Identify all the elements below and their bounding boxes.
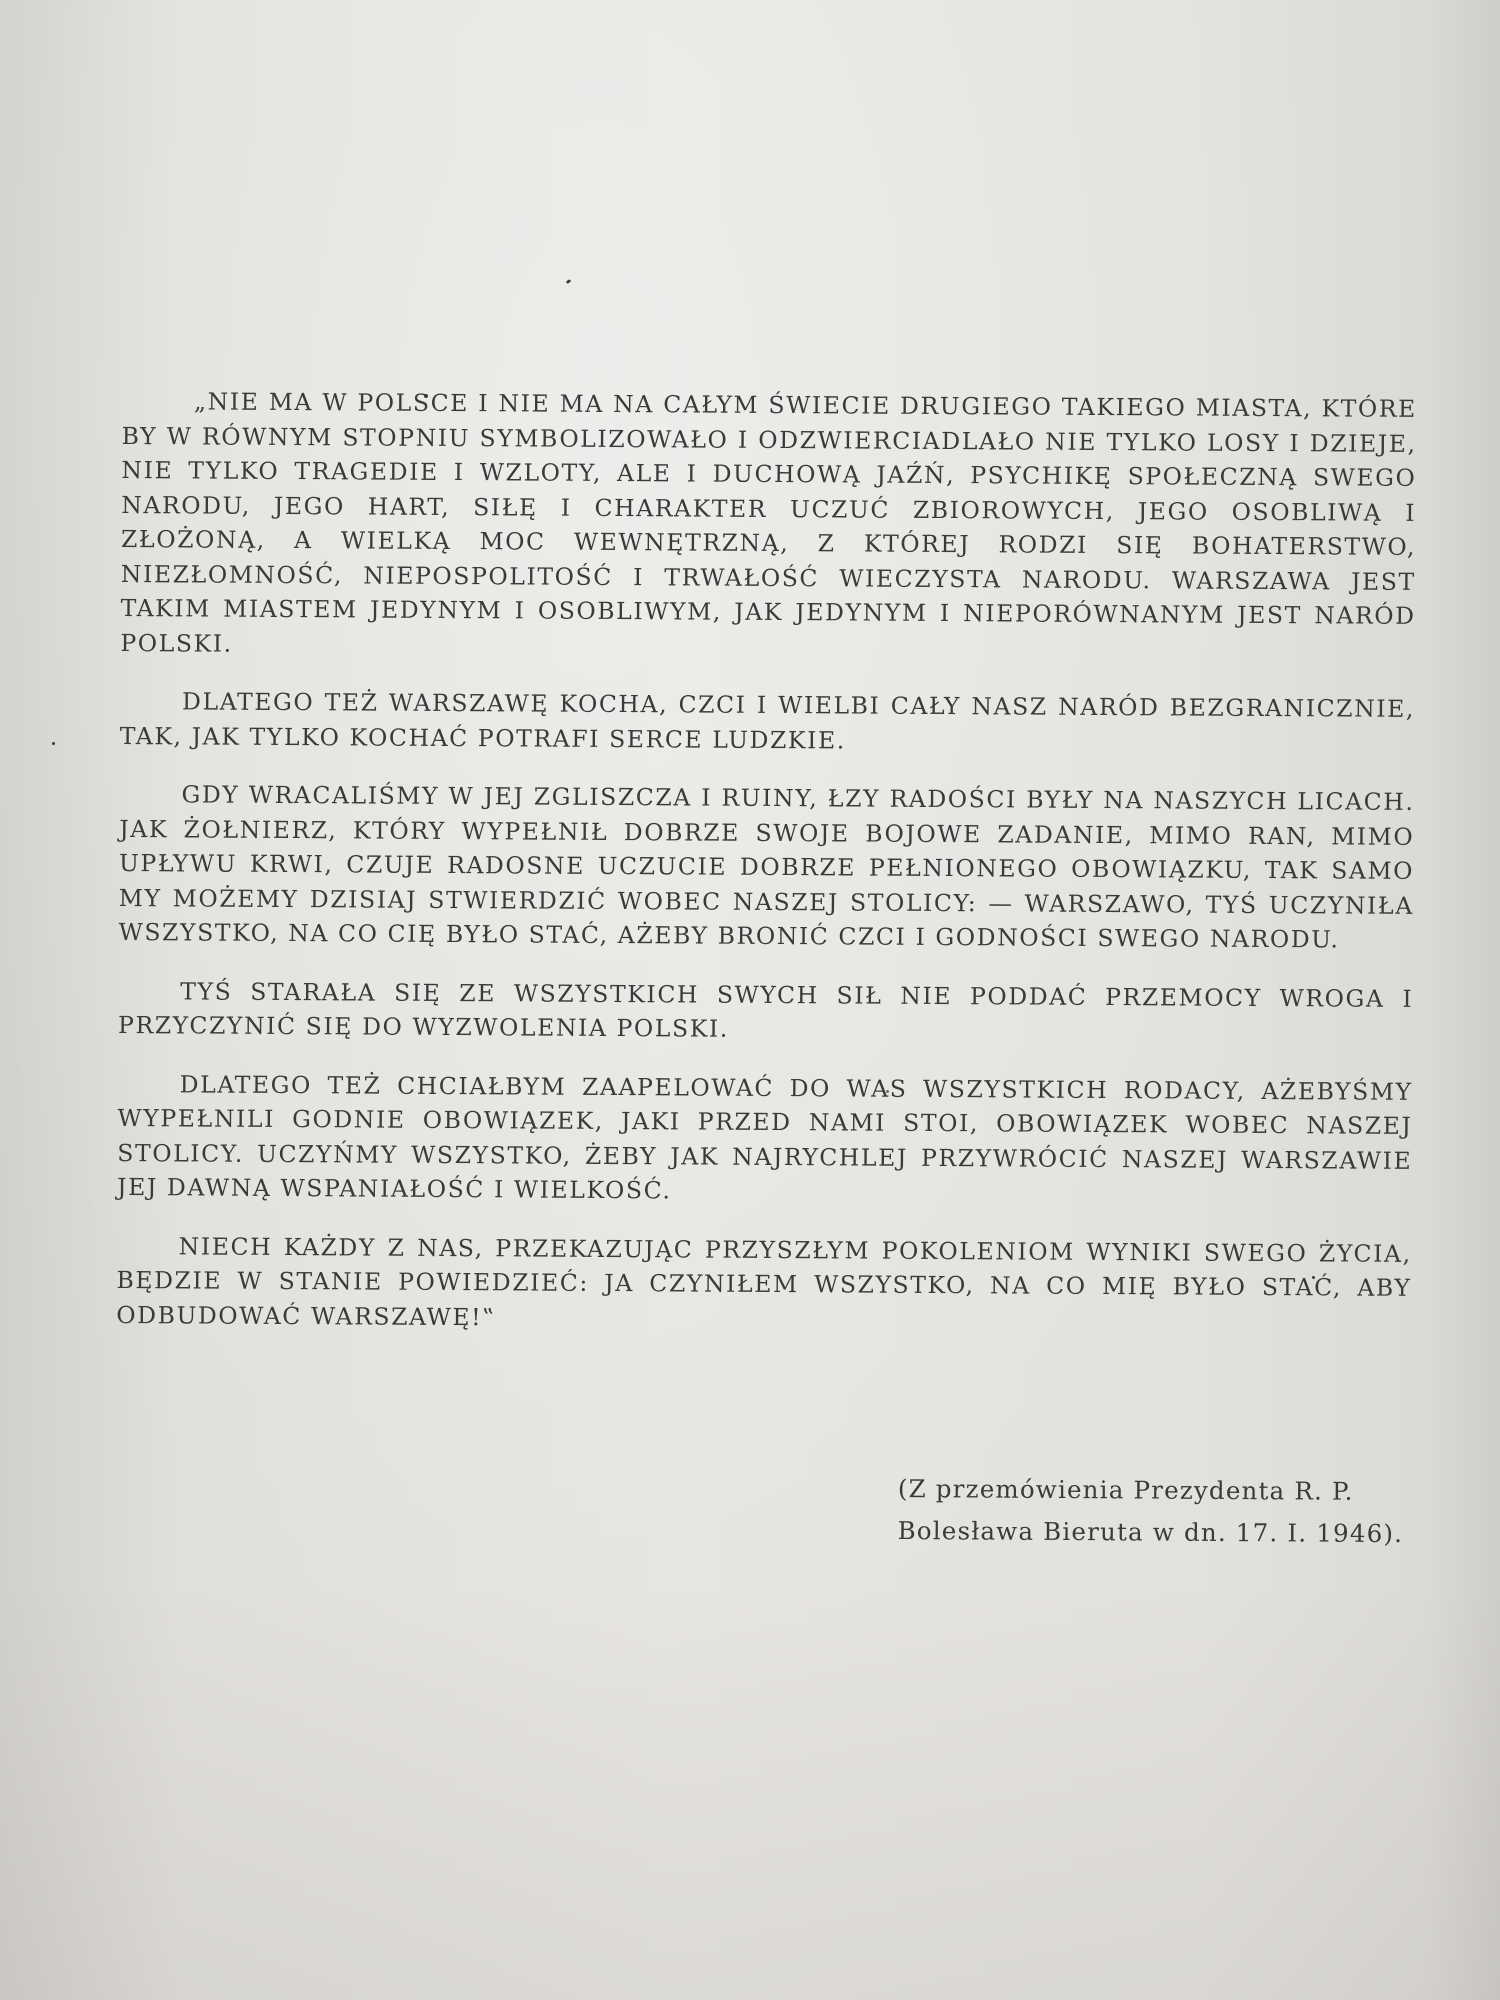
page-shadow: [0, 1580, 1500, 2000]
source-line: Bolesława Bieruta w dn. 17. I. 1946).: [897, 1515, 1404, 1549]
paragraph: „NIE MA W POLSCE I NIE MA NA CAŁYM ŚWIECIE DRUGIEGO TAKIEGO MIASTA, KTÓRE BY W RÓWNYM STOPNIU SYMBOLIZOWAŁO I ODZWIERCIADLAŁO NIE TYLKO LOSY I DZIEJE, NIE TYLKO TRAGEDIE I WZLOTY, ALE I DUCHOWĄ JAŹŃ, PSYCHIKĘ SPOŁECZNĄ SWEGO NARODU, JEGO HART, SIŁĘ I CHARAKTER UCZUĆ ZBIOROWYCH, JEGO OSOBLIWĄ I ZŁOŻONĄ, A WIELKĄ MOC WEWNĘTRZNĄ, Z KTÓREJ RODZI SIĘ BOHATERSTWO, NIEZŁOMNOŚĆ, NIEPOSPOLITOŚĆ I TRWAŁOŚĆ WIECZYSTA NARODU. WARSZAWA JEST TAKIM MIASTEM JEDYNYM I OSOBLIWYM, JAK JEDYNYM I NIEPORÓWNANYM JEST NARÓD POLSKI.: [120, 387, 1417, 658]
paragraph: TYŚ STARAŁA SIĘ ZE WSZYSTKICH SWYCH SIŁ NIE PODDAĆ PRZEMOCY WROGA I PRZYCZYNIĆ SIĘ DO WYZWOLENIA POLSKI.: [117, 976, 1414, 1043]
ink-speck: [52, 742, 55, 745]
paragraph: NIECH KAŻDY Z NAS, PRZEKAZUJĄC PRZYSZŁYM POKOLENIOM WYNIKI SWEGO ŻYCIA, BĘDZIE W STANIE POWIEDZIEĆ: JA CZYNIŁEM WSZYSTKO, NA CO MIĘ BYŁO STAĆ, ABY ODBUDOWAĆ WARSZAWĘ!‟: [116, 1231, 1412, 1331]
paragraph: DLATEGO TEŻ WARSZAWĘ KOCHA, CZCI I WIELBI CAŁY NASZ NARÓD BEZGRANICZNIE, TAK, JAK TYLKO KOCHAĆ POTRAFI SERCE LUDZKIE.: [119, 687, 1416, 754]
source-attribution: [897, 1468, 1418, 1555]
paragraph: GDY WRACALIŚMY W JEJ ZGLISZCZA I RUINY, ŁZY RADOŚCI BYŁY NA NASZYCH LICACH. JAK ŻOŁNIERZ, KTÓRY WYPEŁNIŁ DOBRZE SWOJE BOJOWE ZADANIE, MIMO RAN, MIMO UPŁYWU KRWI, CZUJE RADOSNE UCZUCIE DOBRZE PEŁNIONEGO OBOWIĄZKU, TAK SAMO MY MOŻEMY DZISIAJ STWIERDZIĆ WOBEC NASZEJ STOLICY: — WARSZAWO, TYŚ UCZYNIŁA WSZYSTKO, NA CO CIĘ BYŁO STAĆ, AŻEBY BRONIĆ CZCI I GODNOŚCI SWEGO NARODU.: [118, 780, 1415, 954]
source-line: (Z przemówienia Prezydenta R. P.: [897, 1473, 1354, 1506]
ink-speck: [566, 279, 572, 284]
speech-quote: [116, 384, 1417, 1364]
paragraph: DLATEGO TEŻ CHCIAŁBYM ZAAPELOWAĆ DO WAS WSZYSTKICH RODACY, AŻEBYŚMY WYPEŁNILI GODNIE OBOWIĄZEK, JAKI PRZED NAMI STOI, OBOWIĄZEK WOBEC NASZEJ STOLICY. UCZYŃMY WSZYSTKO, ŻEBY JAK NAJRYCHLEJ PRZYWRÓCIĆ NASZEJ WARSZAWIE JEJ DAWNĄ WSPANIAŁOŚĆ I WIELKOŚĆ.: [117, 1069, 1413, 1205]
